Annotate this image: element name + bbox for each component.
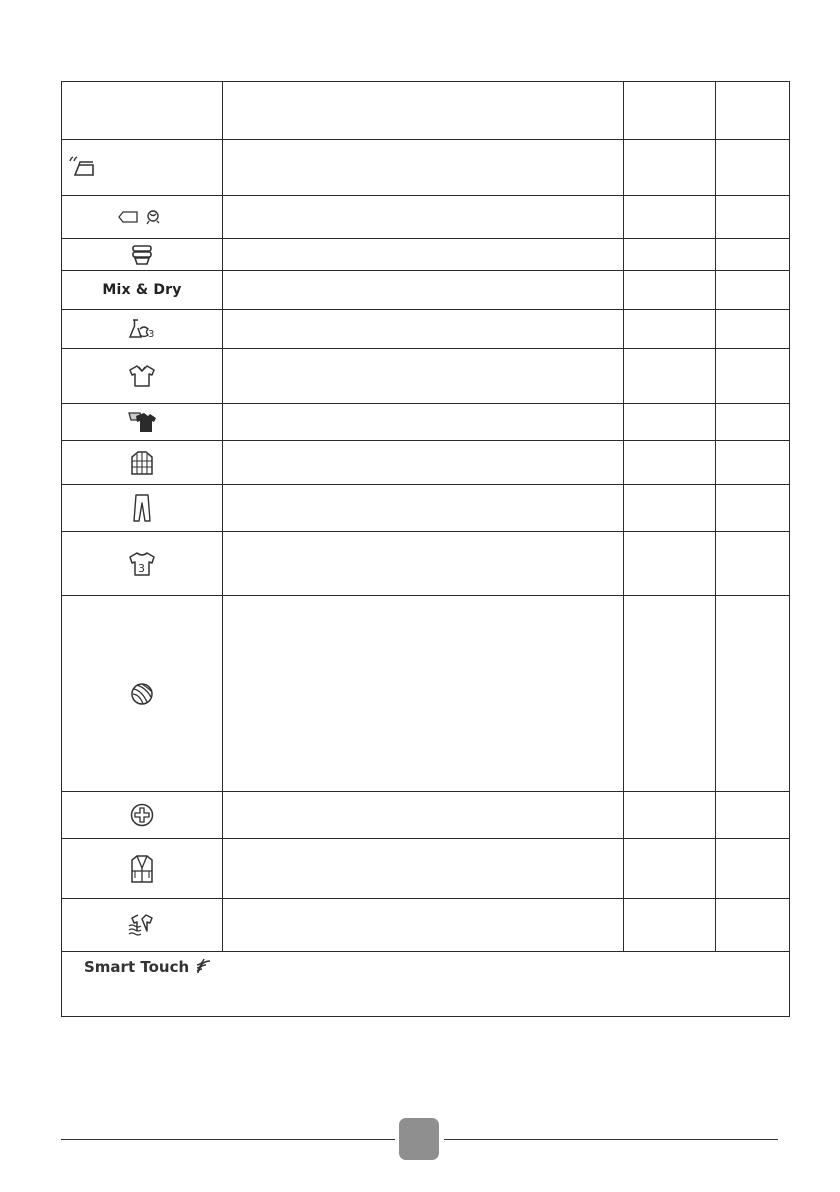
header-cell-load bbox=[624, 82, 716, 140]
programme-icon-cell bbox=[62, 839, 223, 899]
table-row bbox=[62, 196, 790, 239]
header-cell-programme bbox=[62, 82, 223, 140]
programme-icon-cell bbox=[62, 532, 223, 596]
stacked-towels-icon bbox=[130, 245, 154, 265]
table-row bbox=[62, 485, 790, 532]
trousers-icon bbox=[132, 493, 152, 523]
sports-jersey-icon bbox=[127, 551, 157, 577]
iron-steam-icon bbox=[66, 155, 102, 181]
nfc-waves-icon bbox=[195, 958, 211, 974]
table-row bbox=[62, 596, 790, 792]
bathrobe-icon bbox=[130, 854, 154, 884]
svg-text:3: 3 bbox=[138, 561, 145, 575]
programme-icon-cell bbox=[62, 596, 223, 792]
shirt-waves-icon bbox=[127, 913, 157, 937]
svg-text:3: 3 bbox=[148, 329, 155, 340]
smart-touch-row bbox=[62, 952, 790, 1017]
table-row bbox=[62, 140, 790, 196]
programme-icon-cell bbox=[62, 485, 223, 532]
table-row bbox=[62, 839, 790, 899]
quilted-jacket-icon bbox=[130, 450, 154, 476]
table-row bbox=[62, 310, 790, 349]
table-row bbox=[62, 441, 790, 485]
wool-ball-icon bbox=[129, 681, 155, 707]
flask-fabric-icon bbox=[128, 318, 156, 340]
footer-rule-right bbox=[444, 1139, 778, 1140]
mix-and-dry-label: Mix & Dry bbox=[102, 282, 182, 298]
programme-table bbox=[61, 81, 790, 1017]
label-wool-icon bbox=[117, 209, 167, 225]
table-row bbox=[62, 899, 790, 952]
header-cell-time bbox=[716, 82, 790, 140]
page-number-badge bbox=[399, 1118, 439, 1160]
programme-icon-cell bbox=[62, 404, 223, 441]
table-row bbox=[62, 404, 790, 441]
programme-icon-cell bbox=[62, 271, 223, 310]
smart-touch-label: Smart Touch bbox=[84, 958, 211, 976]
table-row bbox=[62, 271, 790, 310]
programme-icon-cell bbox=[62, 140, 223, 196]
header-cell-description bbox=[223, 82, 624, 140]
programme-icon-cell bbox=[62, 196, 223, 239]
hygiene-cross-icon bbox=[129, 802, 155, 828]
programme-icon-cell bbox=[62, 310, 223, 349]
table-row bbox=[62, 532, 790, 596]
shirt-collar-icon bbox=[128, 364, 156, 388]
programme-icon-cell bbox=[62, 441, 223, 485]
header-row bbox=[62, 82, 790, 140]
programme-icon-cell bbox=[62, 899, 223, 952]
programme-icon-cell bbox=[62, 349, 223, 404]
dark-garments-icon bbox=[126, 410, 158, 434]
programme-icon-cell bbox=[62, 239, 223, 271]
programme-icon-cell bbox=[62, 792, 223, 839]
table-row bbox=[62, 239, 790, 271]
footer-rule-left bbox=[61, 1139, 395, 1140]
table-row bbox=[62, 349, 790, 404]
table-row bbox=[62, 792, 790, 839]
